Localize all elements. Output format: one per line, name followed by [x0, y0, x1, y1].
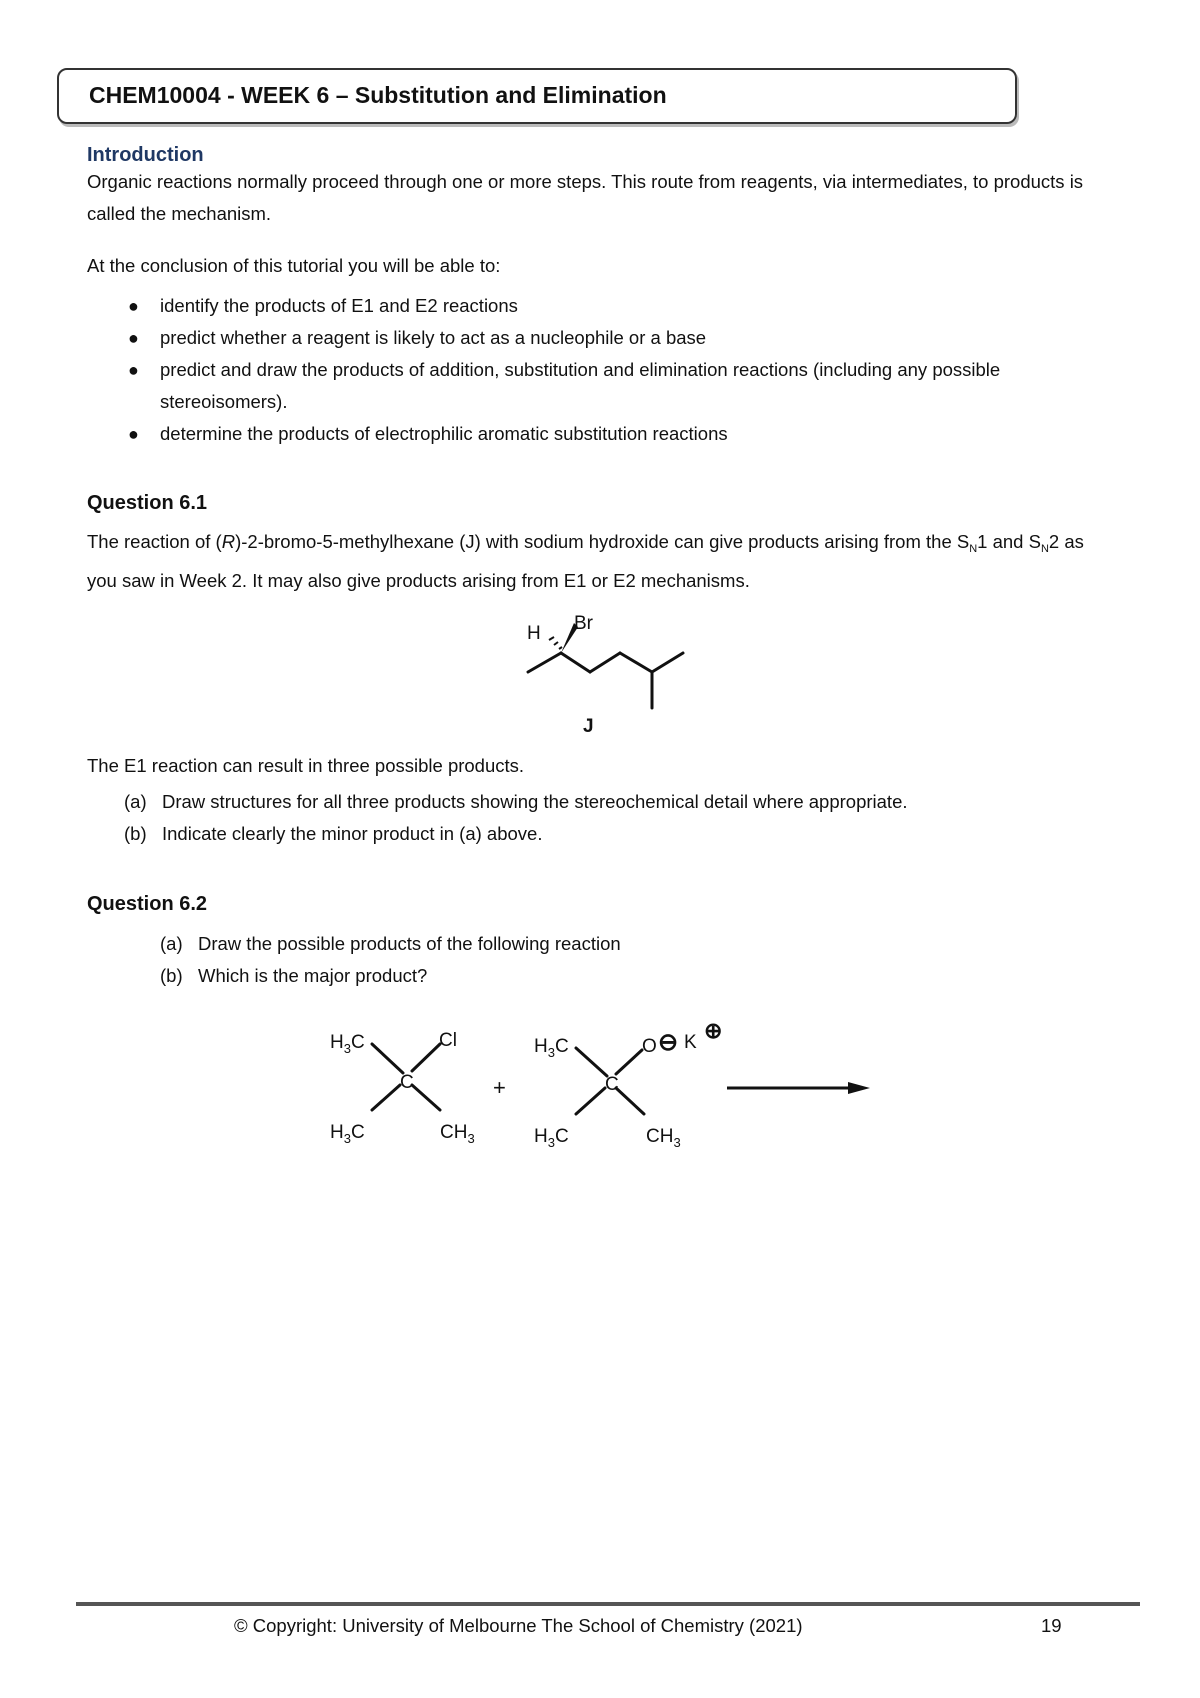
list-item [87, 354, 1117, 418]
list-item [87, 290, 1117, 322]
footer-divider [76, 1602, 1140, 1606]
list-item: (a) Draw the possible products of the following reaction [160, 933, 621, 954]
question-6-1-parts [124, 786, 1104, 850]
bullet-icon: ● [128, 328, 139, 348]
molecule-label: J [583, 716, 594, 735]
list-item-text: identify the products of E1 and E2 reactions [160, 295, 518, 316]
atom-br: Br [574, 613, 593, 634]
reactant-potassium-tert-butoxide [534, 1018, 722, 1150]
svg-text:H3C: $H_3C$ [330, 1032, 365, 1056]
svg-text:H3C: $H_3C$ [330, 1122, 365, 1146]
question-6-2-parts [160, 928, 1060, 992]
list-item-text: predict whether a reagent is likely to act as a nucleophile or a base [160, 327, 707, 348]
list-item: (b) Which is the major product? [160, 965, 428, 986]
page-number: 19 [1041, 1615, 1062, 1636]
reactant-tert-butyl-chloride [330, 1030, 475, 1146]
title-box [57, 68, 1017, 124]
svg-text:H3C: $H_3C$ [534, 1126, 569, 1150]
list-item-text: determine the products of electrophilic aromatic substitution reactions [160, 423, 728, 444]
svg-text:C: C [400, 1072, 414, 1093]
svg-text:H3C: $H_3C$ [534, 1036, 569, 1060]
reaction-arrow-icon [727, 1082, 870, 1094]
svg-text:K: K [684, 1032, 697, 1053]
list-item: (a) Draw structures for all three products showing the stereochemical detail where appropriate. [124, 791, 908, 812]
bullet-icon: ● [128, 424, 139, 444]
bullet-icon: ● [128, 360, 139, 380]
svg-text:O: O [642, 1036, 657, 1057]
bullet-icon: ● [128, 296, 139, 316]
svg-text:⊕: ⊕ [704, 1018, 723, 1043]
intro-paragraph-2: At the conclusion of this tutorial you will be able to: [87, 255, 501, 276]
question-6-2-heading: Question 6.2 [87, 893, 208, 915]
question-6-1-text: The reaction of (R)-2-bromo-5-methylhexane (J) with sodium hydroxide can give products arising from the $S_N1$ and $S_N2$ as you saw in Week 2. It may also give products arising from E1 or E2 mechanisms. [87, 531, 1084, 591]
plus-sign: + [493, 1075, 506, 1100]
reaction-scheme [320, 1010, 890, 1160]
list-item [87, 322, 1117, 354]
svg-text:CH3: $CH_3$ [646, 1126, 681, 1150]
list-item: (b) Indicate clearly the minor product in (a) above. [124, 823, 543, 844]
intro-paragraph-1: Organic reactions normally proceed through one or more steps. This route from reagents, via intermediates, to products is called the mechanism. [87, 171, 1084, 224]
svg-text:Cl: Cl [439, 1030, 457, 1051]
list-item [87, 418, 1117, 450]
question-6-1-heading: Question 6.1 [87, 492, 208, 514]
footer-copyright: © Copyright: University of Melbourne The School of Chemistry (2021) [234, 1615, 803, 1636]
e1-text: The E1 reaction can result in three possible products. [87, 755, 525, 776]
svg-text:⊖: ⊖ [658, 1029, 679, 1056]
atom-h: H [527, 623, 541, 644]
svg-text:CH3: $CH_3$ [440, 1122, 475, 1146]
list-item-text: predict and draw the products of addition, substitution and elimination reactions (including any possible stereoisomers). [160, 359, 1001, 412]
objectives-list [87, 290, 1117, 450]
page-title: CHEM10004 - WEEK 6 – Substitution and Elimination [89, 82, 667, 108]
molecule-j [500, 605, 720, 735]
svg-text:C: C [605, 1074, 619, 1095]
intro-heading: Introduction [87, 144, 204, 166]
